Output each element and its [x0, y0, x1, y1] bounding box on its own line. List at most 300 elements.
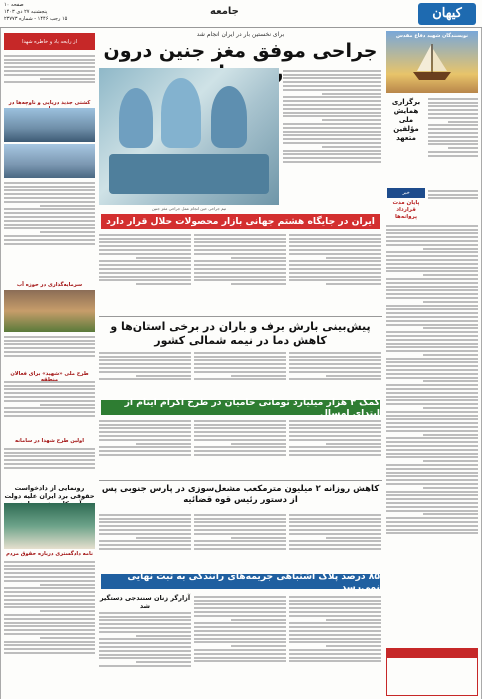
text-line — [4, 415, 95, 417]
text-line — [283, 138, 381, 140]
text-line — [194, 268, 286, 270]
text-line — [386, 388, 478, 390]
text-line — [289, 638, 381, 640]
text-line — [386, 521, 478, 523]
text-line — [4, 220, 95, 222]
text-line — [4, 463, 95, 465]
arrest-headline: آزارگر زنان سنندجی دستگیر شد — [99, 594, 191, 610]
text-line — [4, 243, 95, 245]
lead-strapline: برای نخستین بار در ایران انجام شد — [196, 31, 285, 38]
text-line — [40, 78, 95, 80]
text-line — [194, 454, 286, 456]
text-line — [386, 422, 478, 424]
text-line — [289, 514, 381, 516]
text-line — [99, 272, 191, 274]
text-line — [386, 267, 478, 269]
text-line — [4, 347, 95, 349]
text-line — [4, 614, 95, 616]
text-line — [386, 308, 478, 310]
text-line — [386, 278, 478, 280]
text-column — [289, 350, 381, 398]
text-line — [386, 479, 478, 481]
text-line — [194, 514, 286, 516]
text-line — [99, 363, 191, 365]
issue-number: ۱۵ رجب ۱۴۴۶ - شماره ۲۳۷۷۳ — [4, 16, 68, 22]
left-text-block — [4, 53, 95, 99]
text-line — [289, 518, 381, 520]
ceremony-photo — [4, 290, 95, 332]
text-line — [99, 427, 191, 429]
text-line — [194, 234, 286, 236]
text-line — [40, 610, 95, 612]
text-line — [289, 363, 381, 365]
text-line — [4, 644, 95, 646]
text-line — [386, 365, 478, 367]
text-line — [386, 498, 478, 500]
text-line — [289, 420, 381, 422]
text-line — [289, 378, 381, 380]
warship-photo-2 — [4, 144, 95, 178]
text-line — [289, 521, 381, 523]
text-line — [4, 561, 95, 563]
left-column — [0, 28, 97, 699]
text-line — [386, 263, 478, 265]
text-line — [283, 123, 381, 125]
text-line — [194, 607, 286, 609]
text-line — [99, 356, 191, 358]
text-line — [4, 618, 95, 620]
text-line — [99, 514, 191, 516]
text-line — [99, 623, 191, 625]
text-line — [289, 431, 381, 433]
text-line — [99, 654, 191, 656]
left-text-block — [4, 334, 95, 370]
text-line — [99, 367, 191, 369]
text-line — [322, 146, 381, 148]
left-story-title: کشتی جدید دریایی و ناوچه‌ها در — [8, 100, 91, 106]
text-line — [99, 238, 191, 240]
divider — [99, 480, 382, 481]
text-line — [386, 244, 478, 246]
text-line — [386, 392, 478, 394]
text-line — [289, 630, 381, 632]
text-line — [386, 396, 478, 398]
text-line — [4, 603, 95, 605]
text-line — [194, 525, 286, 527]
text-column — [194, 512, 286, 572]
text-line — [423, 407, 478, 409]
text-line — [40, 584, 95, 586]
text-line — [4, 189, 95, 191]
gas-flaring-headline: کاهش روزانه ۲ میلیون مترمکعب مشعل‌سوزی در پارس جنوبی پس از دستور رئیس قوه قضائیه — [101, 484, 380, 505]
text-line — [289, 352, 381, 354]
text-line — [194, 521, 286, 523]
center-content — [99, 28, 382, 699]
text-line — [322, 119, 381, 121]
text-line — [4, 648, 95, 650]
issue-date: پنجشنبه ۲۷ دی ۱۴۰۳ — [4, 9, 48, 15]
text-line — [99, 533, 191, 535]
text-line — [428, 155, 478, 157]
text-line — [326, 375, 381, 377]
text-line — [386, 305, 478, 307]
text-line — [99, 249, 191, 251]
text-line — [326, 443, 381, 445]
text-line — [194, 603, 286, 605]
text-line — [99, 279, 191, 281]
text-line — [4, 81, 95, 83]
text-line — [423, 460, 478, 462]
text-line — [4, 224, 95, 226]
text-line — [194, 641, 286, 643]
text-line — [136, 661, 191, 663]
text-line — [386, 255, 478, 257]
divider — [99, 316, 382, 317]
text-column — [289, 512, 381, 572]
orphans-aid-banner: کمک ۳ هزار میلیارد تومانی حامیان در طرح اکرام ایتام از ابتدای امسال — [101, 400, 380, 415]
text-line — [40, 637, 95, 639]
text-column — [99, 512, 191, 572]
text-line — [4, 336, 95, 338]
text-line — [99, 378, 191, 380]
text-line — [4, 599, 95, 601]
text-line — [194, 276, 286, 278]
text-line — [423, 354, 478, 356]
text-line — [194, 352, 286, 354]
right-column — [384, 28, 482, 699]
text-line — [136, 283, 191, 285]
text-line — [386, 324, 478, 326]
text-column — [194, 418, 286, 478]
text-line — [4, 565, 95, 567]
text-line — [194, 630, 286, 632]
text-line — [326, 645, 381, 647]
text-line — [194, 431, 286, 433]
text-line — [386, 426, 478, 428]
text-line — [136, 375, 191, 377]
text-line — [99, 241, 191, 243]
text-line — [136, 635, 191, 637]
text-line — [194, 272, 286, 274]
text-line — [289, 622, 381, 624]
text-line — [289, 276, 381, 278]
text-line — [4, 239, 95, 241]
text-line — [99, 435, 191, 437]
art-caption: نویسندگان شهید دفاع مقدس — [396, 33, 468, 39]
text-line — [99, 642, 191, 644]
left-story-title: طرح ملی «شهید» برای فعالان — [10, 371, 89, 377]
text-line — [136, 257, 191, 259]
photo-caption: تیم جراحی حین انجام عمل جراحی مغز جنین — [151, 206, 227, 211]
text-line — [194, 540, 286, 542]
text-line — [283, 161, 381, 163]
text-line — [386, 464, 478, 466]
text-line — [428, 105, 478, 107]
text-line — [289, 367, 381, 369]
text-line — [289, 245, 381, 247]
text-line — [99, 431, 191, 433]
text-line — [289, 596, 381, 598]
text-line — [289, 427, 381, 429]
text-column — [289, 232, 381, 314]
text-line — [194, 439, 286, 441]
text-line — [231, 257, 286, 259]
text-line — [99, 657, 191, 659]
text-line — [289, 533, 381, 535]
text-line — [386, 361, 478, 363]
text-line — [326, 257, 381, 259]
text-line — [386, 316, 478, 318]
text-line — [99, 446, 191, 448]
text-line — [386, 510, 478, 512]
text-column — [99, 418, 191, 478]
text-line — [99, 352, 191, 354]
text-line — [283, 89, 381, 91]
left-text-block — [4, 379, 95, 437]
news-label: خبر — [387, 188, 425, 198]
left-story-title: سرمایه‌گذاری در حوزه آب — [16, 282, 83, 288]
text-line — [4, 625, 95, 627]
text-line — [4, 385, 95, 387]
left-text-block — [4, 446, 95, 482]
text-line — [194, 544, 286, 546]
text-line — [428, 124, 478, 126]
text-line — [386, 494, 478, 496]
text-line — [4, 66, 95, 68]
text-line — [4, 576, 95, 578]
text-line — [194, 279, 286, 281]
text-line — [386, 331, 478, 333]
traffic-fines-banner: ۸۵ درصد پلاک اشتباهی جریمه‌های رانندگی به ثبت نهایی نمی‌رسد — [101, 574, 380, 589]
text-line — [289, 260, 381, 262]
text-line — [99, 450, 191, 452]
text-line — [194, 529, 286, 531]
text-line — [194, 367, 286, 369]
text-line — [4, 201, 95, 203]
text-line — [386, 472, 478, 474]
text-line — [4, 62, 95, 64]
text-line — [136, 443, 191, 445]
text-line — [99, 245, 191, 247]
text-line — [99, 627, 191, 629]
text-line — [386, 320, 478, 322]
text-line — [386, 289, 478, 291]
text-line — [289, 371, 381, 373]
text-line — [4, 606, 95, 608]
text-line — [386, 232, 478, 234]
text-line — [428, 98, 478, 100]
text-line — [99, 420, 191, 422]
tender-notice-box — [386, 648, 478, 696]
text-line — [386, 335, 478, 337]
text-line — [194, 249, 286, 251]
text-line — [194, 420, 286, 422]
text-line — [289, 525, 381, 527]
text-line — [283, 74, 381, 76]
text-line — [289, 439, 381, 441]
text-line — [136, 537, 191, 539]
text-line — [99, 268, 191, 270]
text-line — [428, 197, 478, 199]
text-line — [386, 506, 478, 508]
text-line — [428, 117, 478, 119]
text-line — [4, 568, 95, 570]
text-line — [283, 115, 381, 117]
text-line — [194, 435, 286, 437]
text-line — [194, 371, 286, 373]
text-line — [428, 143, 478, 145]
text-line — [194, 533, 286, 535]
text-line — [194, 241, 286, 243]
text-line — [423, 487, 478, 489]
text-line — [99, 612, 191, 614]
text-line — [386, 282, 478, 284]
text-line — [448, 147, 478, 149]
text-line — [4, 448, 95, 450]
text-line — [428, 151, 478, 153]
text-line — [289, 268, 381, 270]
masthead — [0, 0, 482, 28]
text-line — [283, 134, 381, 136]
text-line — [386, 236, 478, 238]
text-line — [99, 234, 191, 236]
text-line — [283, 100, 381, 102]
text-line — [194, 253, 286, 255]
text-line — [99, 619, 191, 621]
text-line — [289, 264, 381, 266]
text-line — [289, 657, 381, 659]
text-line — [386, 229, 478, 231]
text-line — [99, 518, 191, 520]
text-line — [194, 615, 286, 617]
text-line — [194, 264, 286, 266]
text-line — [194, 378, 286, 380]
text-line — [4, 641, 95, 643]
ship-icon — [411, 43, 453, 83]
text-line — [289, 356, 381, 358]
text-line — [386, 225, 478, 227]
text-line — [4, 70, 95, 72]
text-line — [194, 638, 286, 640]
text-line — [4, 622, 95, 624]
text-line — [99, 646, 191, 648]
text-line — [289, 454, 381, 456]
text-line — [4, 572, 95, 574]
text-line — [4, 595, 95, 597]
text-line — [231, 375, 286, 377]
left-bold-heading: رونمایی از دادخواست حقوقی برد ایران علیه دولت — [4, 484, 95, 500]
text-line — [4, 467, 95, 469]
text-line — [386, 437, 478, 439]
text-line — [99, 540, 191, 542]
text-line — [4, 587, 95, 589]
text-line — [4, 629, 95, 631]
text-line — [99, 650, 191, 652]
text-line — [194, 427, 286, 429]
text-line — [289, 626, 381, 628]
text-line — [4, 340, 95, 342]
newspaper-logo: کیهان — [418, 3, 476, 25]
text-line — [283, 150, 381, 152]
text-line — [194, 611, 286, 613]
text-line — [289, 649, 381, 651]
text-line — [4, 227, 95, 229]
text-line — [289, 603, 381, 605]
text-line — [194, 359, 286, 361]
text-line — [386, 312, 478, 314]
text-line — [194, 626, 286, 628]
text-line — [194, 649, 286, 651]
text-line — [194, 238, 286, 240]
page-number: صفحه ۱۰ — [4, 2, 24, 8]
text-line — [326, 619, 381, 621]
text-line — [4, 197, 95, 199]
text-line — [194, 424, 286, 426]
text-column — [289, 594, 381, 698]
text-line — [289, 641, 381, 643]
text-line — [194, 548, 286, 550]
text-line — [40, 205, 95, 207]
text-line — [40, 231, 95, 233]
text-line — [99, 529, 191, 531]
text-line — [289, 435, 381, 437]
text-line — [283, 142, 381, 144]
text-line — [194, 657, 286, 659]
notice-heading: پایان مدت قرارداد پروانه‌ها — [392, 200, 420, 220]
text-line — [386, 456, 478, 458]
text-line — [194, 622, 286, 624]
text-column — [194, 232, 286, 314]
text-line — [423, 248, 478, 250]
text-line — [289, 241, 381, 243]
text-line — [386, 358, 478, 360]
text-line — [231, 645, 286, 647]
text-line — [289, 249, 381, 251]
text-line — [423, 434, 478, 436]
text-line — [289, 359, 381, 361]
text-line — [448, 121, 478, 123]
text-line — [99, 521, 191, 523]
text-line — [4, 452, 95, 454]
text-line — [4, 407, 95, 409]
tender-notice-title — [387, 649, 477, 658]
text-line — [4, 193, 95, 195]
right-text-block — [386, 223, 478, 683]
text-line — [428, 109, 478, 111]
text-line — [4, 652, 95, 654]
text-line — [4, 212, 95, 214]
text-line — [4, 351, 95, 353]
text-line — [386, 415, 478, 417]
text-column — [194, 594, 286, 698]
text-line — [4, 381, 95, 383]
text-line — [289, 548, 381, 550]
text-column — [289, 418, 381, 478]
text-line — [386, 286, 478, 288]
text-line — [428, 113, 478, 115]
text-line — [283, 127, 381, 129]
text-line — [4, 388, 95, 390]
text-line — [289, 272, 381, 274]
text-line — [99, 276, 191, 278]
text-line — [289, 611, 381, 613]
text-line — [283, 112, 381, 114]
left-story-title: اولین طرح شهدا در سامانه — [14, 438, 85, 444]
text-line — [386, 475, 478, 477]
text-line — [423, 380, 478, 382]
text-line — [289, 634, 381, 636]
text-line — [99, 264, 191, 266]
